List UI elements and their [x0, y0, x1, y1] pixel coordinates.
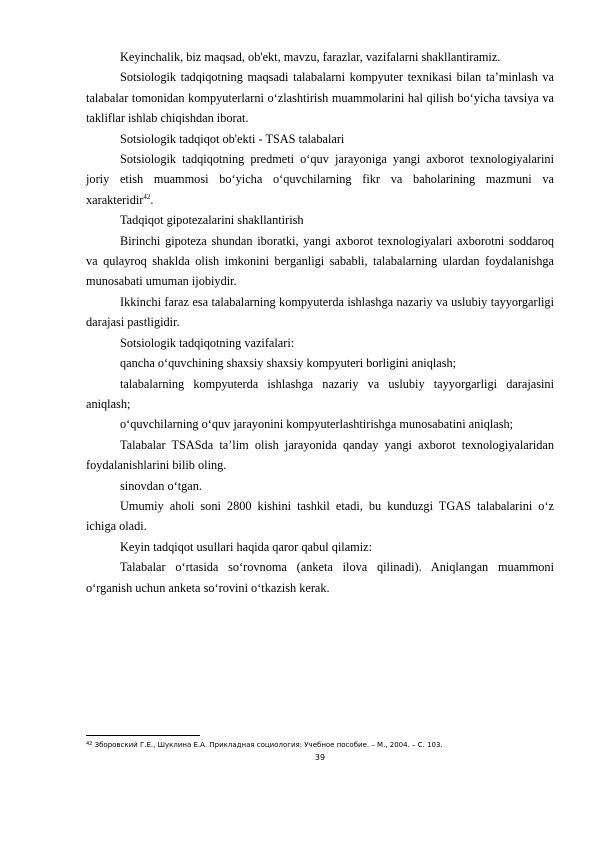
- paragraph: Keyinchalik, biz maqsad, ob'ekt, mavzu, farazlar, vazifalarni shakllantiramiz.: [120, 50, 501, 64]
- paragraph: Birinchi gipoteza shundan iboratki, yangi axborot texnologiyalari axborotni soddaroq va qulayroq shaklda olish imkonini berganligi sababli, talabalarning ulardan foydalanishga munosabati umuman ijobiydir.: [86, 233, 554, 289]
- paragraph: Sotsiologik tadqiqotning vazifalari:: [120, 335, 295, 350]
- footnote-marker: 42: [86, 741, 93, 747]
- paragraph: Sotsiologik tadqiqot ob'ekti - TSAS talabalari: [120, 131, 345, 146]
- list-item: talabalarning kompyuterda ishlashga nazariy va uslubiy tayyorgarligi darajasini aniqlash;: [86, 376, 554, 411]
- paragraph: Sotsiologik tadqiqotning maqsadi talabalarni kompyuter texnikasi bilan ta’minlash va talabalar tomonidan kompyuterlarni o‘zlashtirish muammolarini hal qilish bo‘yicha tavsiya va takliflar ishlab chiqishdan iborat.: [86, 70, 554, 126]
- paragraph: Ikkinchi faraz esa talabalarning kompyuterda ishlashga nazariy va uslubiy tayyorgarligi darajasi pastligidir.: [86, 294, 554, 330]
- paragraph-text: Sotsiologik tadqiqotning predmeti o‘quv jarayoniga yangi axborot texnologiyalarini joriy etish muammosi bo‘yicha o‘quvchilarning fikr va baholarining mazmuni va xarakteridir: [86, 152, 554, 207]
- footnote: [86, 741, 443, 749]
- list-item: Talabalar TSASda ta’lim olish jarayonida qanday yangi axborot texnologiyalaridan foydalanishlarini bilib oling.: [86, 437, 554, 473]
- footnote-divider: [86, 735, 200, 736]
- list-item: o‘quvchilarning o‘quv jarayonini kompyuterlashtirishga munosabatini aniqlash;: [120, 417, 514, 432]
- footnote-reference[interactable]: 42: [143, 192, 151, 201]
- document-body: [86, 47, 554, 598]
- paragraph: Keyin tadqiqot usullari haqida qaror qabul qilamiz:: [120, 539, 373, 554]
- paragraph: Sotsiologik tadqiqotning predmeti o‘quv jarayoniga yangi axborot texnologiyalarini joriy etish muammosi bo‘yicha o‘quvchilarning fikr va baholarining mazmuni va xarakteridir$^{42}$.: [86, 152, 554, 207]
- paragraph: Umumiy aholi soni 2800 kishini tashkil etadi, bu kunduzgi TGAS talabalarini o‘z ichiga oladi.: [86, 498, 554, 534]
- page-number: 39: [314, 753, 326, 762]
- paragraph: Talabalar o‘rtasida so‘rovnoma (anketa ilova qilinadi). Aniqlangan muammoni o‘rganish uchun anketa so‘rovini o‘tkazish kerak.: [86, 560, 554, 595]
- list-item: qancha o‘quvchining shaxsiy shaxsiy kompyuteri borligini aniqlash;: [120, 356, 457, 371]
- paragraph: Tadqiqot gipotezalarini shakllantirish: [120, 213, 304, 228]
- paragraph: sinovdan o‘tgan.: [120, 478, 202, 493]
- footnote-text: Зборовский Г.Е., Шуклина Е.А. Прикладная социология: Учебное пособие. – М., 2004. – С. 103.: [94, 741, 443, 749]
